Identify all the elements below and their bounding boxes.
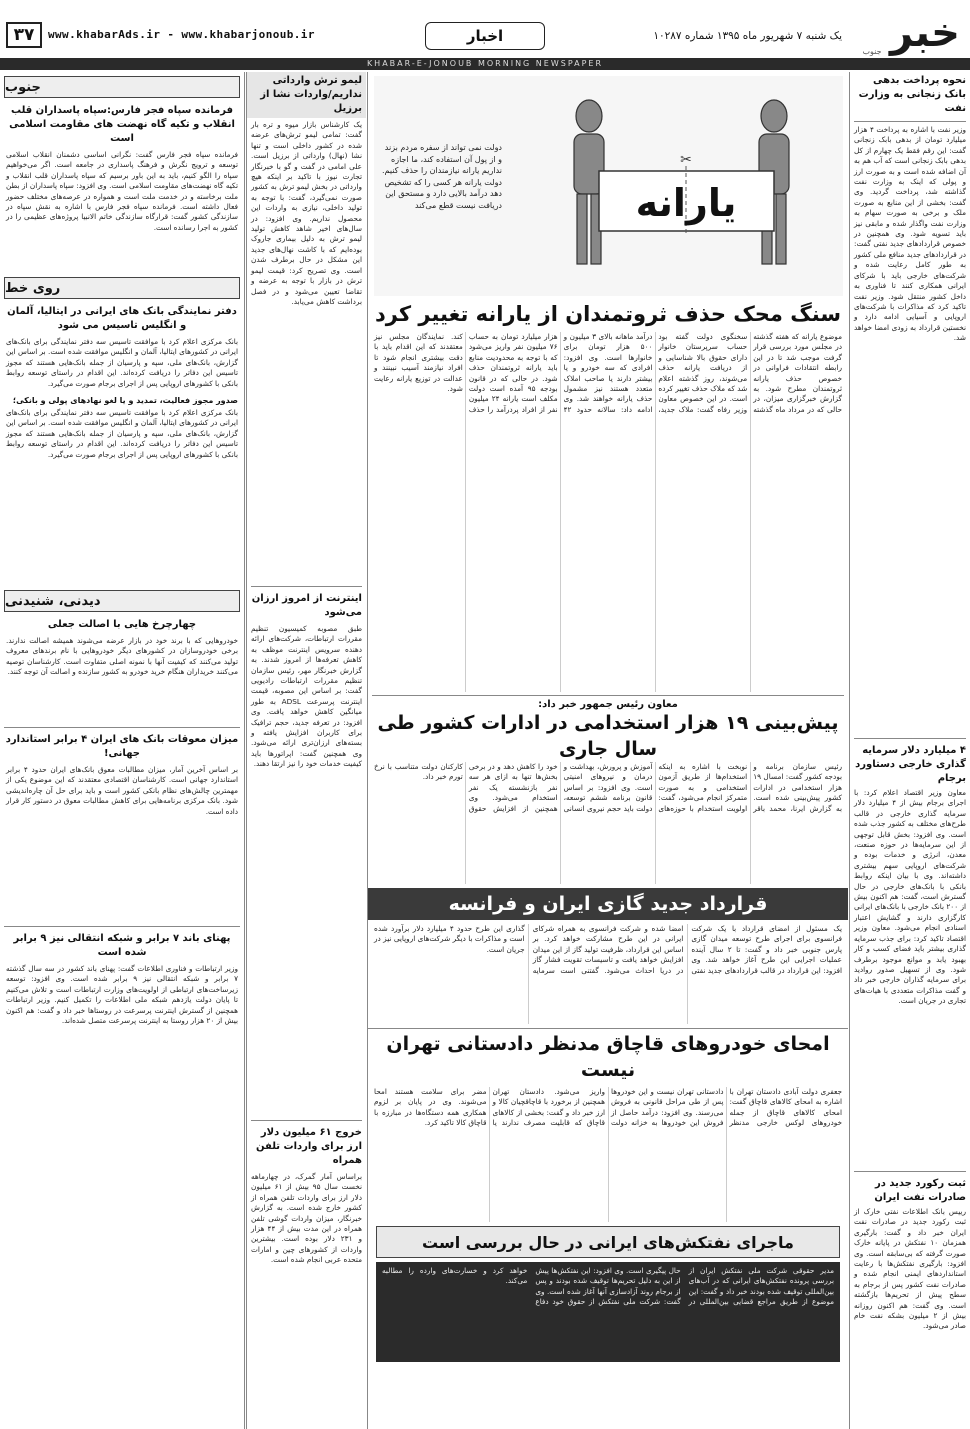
headline-employment: پیش‌بینی ۱۹ هزار استخدامی در ادارات کشور طی سال جاری: [377, 712, 839, 760]
left-column: [0, 72, 245, 1429]
divider: [854, 1171, 966, 1172]
article-smuggled-cars: جعفری دولت آبادی دادستان تهران با اشاره به امحای کالاهای قاچاق گفت: امحای کالاهای قاچاق از جمله خودروهای لوکس خارجی مدنظر دادستانی تهران نیست و این خودروها پس از طی مراحل قانونی به فروش می‌رسند. وی افزود: درآمد حاصل از فروش این خودروها به خزانه دولت واریز می‌شود. دادستان تهران همچنین از برخورد با قاچاقچیان کالا و ارز خبر داد و گفت: بخشی از کالاهای قاچاق که قابلیت مصرف ندارند یا مضر برای سلامت هستند امحا می‌شوند. وی در پایان بر لزوم همکاری همه دستگاه‌ها در مبارزه با قاچاق کالا تاکید کرد.: [374, 1087, 842, 1128]
left-headline-3c: پهنای باند ۷ برابر و شبکه انتقالی نیز ۹ برابر شده است: [13, 933, 231, 958]
left-headline-3a: چهارچرخ هایی با اصالت جعلی: [47, 619, 197, 630]
divider: [372, 695, 844, 696]
article-gas-contract: یک مسئول از امضای قرارداد با یک شرکت فرانسوی برای اجرای طرح توسعه میدان گازی پارس جنوبی خبر داد و گفت: تا ۲ سال آینده عملیات اجرایی این طرح آغاز خواهد شد. وی افزود: این قرارداد در قالب قراردادهای جدید نفتی امضا شده و شرکت فرانسوی به همراه شرکای ایرانی در این طرح مشارکت خواهد کرد. بر اساس این قرارداد، ظرفیت تولید گاز از این میدان افزایش خواهد یافت و تاسیسات تقویت فشار گاز در دریا احداث می‌شود. گفتنی است سرمایه گذاری این طرح حدود ۴ میلیارد دلار برآورد شده است و مذاکرات با دیگر شرکت‌های اروپایی نیز در جریان است.: [374, 924, 842, 975]
section-tag-online: روی خط: [4, 277, 240, 299]
mid-body-2: طبق مصوبه کمیسیون تنظیم مقررات ارتباطات، شرکت‌های ارائه دهنده سرویس اینترنت موظف به کاهش تعرفه‌ها از امروز شدند. به گزارش خبرنگار مهر، رئیس سازمان تنظیم مقررات ارتباطات رادیویی گفت: بر اساس این مصوبه، قیمت اینترنت پرسرعت ADSL به طور میانگین کاهش خواهد یافت. وی افزود: در تعرفه جدید، حجم ترافیک برای کاربران افزایش یافته و بسته‌های ارزان‌تری ارائه می‌شود. وی همچنین گفت: اپراتورها باید کیفیت خدمات خود را نیز ارتقا دهند.: [251, 624, 362, 769]
logo-text: خبر: [889, 10, 960, 56]
left-body-1: فرمانده سپاه فجر فارس گفت: نگرانی اساسی دشمنان انقلاب اسلامی توسعه و ترویج نگرش و فرهنگ پاسداری در جامعه است. اگر می‌خواهیم سپاه را الگو کنیم، باید به این باور برسیم که سپاه پاسداران قلب انقلاب و تکیه گاه نهضت‌های مقاومت اسلامی است. وی افزود: سپاه پاسداران از بطن ملت برخاسته و در خدمت ملت است و همواره در عرصه‌های مختلف حضور فعال داشته است. فرمانده سپاه فجر فارس با اشاره به نقش سپاه در سازندگی کشور گفت: قرارگاه سازندگی خاتم الانبیا پروژه‌های عظیمی را در کشور به اجرا رسانده است.: [6, 150, 238, 232]
right-headline-1: نحوه پرداخت بدهی بانک زنجانی به وزارت نفت: [858, 75, 966, 114]
left-body-3a: خودروهایی که با برند خود در بازار عرضه می‌شوند همیشه اصالت ندارند. برخی خودروسازان در کشورهای دیگر خودروهایی با نام برندهای معروف تولید می‌کنند که کیفیت آنها با نمونه اصلی متفاوت است. کارشناسان توصیه می‌کنند خریداران هنگام خرید خودرو به کشور سازنده و اصالت آن توجه کنند.: [6, 636, 238, 677]
article-tankers: مدیر حقوقی شرکت ملی نفتکش ایران از بررسی پرونده نفتکش‌های ایرانی که در آب‌های بین‌المللی توقیف شده بودند خبر داد و گفت: این موضوع از طریق مراجع قضایی بین‌المللی در حال پیگیری است. وی افزود: این نفتکش‌ها پیش از این به دلیل تحریم‌ها توقیف شده بودند و پس از برجام روند آزادسازی آنها آغاز شده است. وی گفت: شرکت ملی نفتکش از حقوق خود دفاع خواهد کرد و خسارت‌های وارده را مطالبه می‌کند.: [382, 1266, 834, 1307]
section-tag-south: جنوب: [4, 76, 240, 98]
headline-smuggled-cars: امحای خودروهای قاچاق مدنظر دادستانی تهران نیست: [368, 1028, 848, 1083]
left-subhead-2: صدور مجوز فعالیت، تمدید و یا لغو نهادهای پولی و بانکی؛: [12, 396, 238, 405]
sign-word: یارانه: [635, 181, 737, 225]
mid-headline-3: خروج ۶۱ میلیون دلار ارز برای واردات تلفن همراه: [256, 1127, 362, 1166]
page-number: ۳۷: [6, 22, 42, 48]
center-block: [367, 72, 848, 1429]
divider: [854, 121, 966, 122]
right-body-3: رییس بانک اطلاعات نفتی خارک از ثبت رکورد جدید در صادرات نفت ایران خبر داد و گفت: بارگیری همزمان ۱۰ نفتکش در پایانه خارک صورت گرفته که بی‌سابقه است. وی افزود: بارگیری نفتکش‌ها با رعایت استانداردهای ایمنی انجام شده و صادرات نفت کشور پس از برجام به سطح پیش از تحریم‌ها بازگشته است. وی گفت: هم اکنون روزانه بیش از ۲ میلیون بشکه نفت خام صادر می‌شود.: [854, 1207, 966, 1331]
headline-tankers: ماجرای نفتکش‌های ایرانی در حال بررسی است: [376, 1226, 840, 1258]
tankers-box: [376, 1262, 840, 1362]
left-body-3c: وزیر ارتباطات و فناوری اطلاعات گفت: پهنای باند کشور در سه سال گذشته ۷ برابر و شبکه انتقالی نیز ۹ برابر شده است. وی افزود: توسعه زیرساخت‌های ارتباطی از اولویت‌های وزارت ارتباطات است و تلاش می‌کنیم تا پایان دولت یازدهم شبکه ملی اطلاعات را تکمیل کنیم. وزیر ارتباطات همچنین از گسترش اینترنت پرسرعت در روستاها خبر داد و گفت: هم اکنون بیش از ۲۰ هزار روستا به اینترنت پرسرعت متصل شده‌اند.: [6, 964, 239, 1026]
left-headline-3b: میزان معوقات بانک های ایران ۴ برابر استاندارد جهانی!: [5, 734, 239, 759]
mid-body-1: یک کارشناس بازار میوه و تره بار گفت: تمامی لیمو ترش‌های عرضه شده در کشور داخلی است و تنها نشا (نهال) وارداتی از برزیل است. علی امامی در گفت و گو با خبرنگار تجارت نیوز با تاکید بر اینکه هیچ وارداتی در بخش لیمو ترش به کشور صورت نمی‌گیرد، گفت: با توجه به تولید داخلی، نیازی به واردات این محصول نداریم. وی افزود: در سال‌های اخیر شاهد کاهش تولید لیمو ترش به دلیل بیماری جاروک بوده‌ایم که با کاشت نهال‌های جدید این مشکل در حال برطرف شدن است. وی تصریح کرد: قیمت لیمو ترش در بازار با توجه به عرضه و تقاضا تعیین می‌شود و در فصل برداشت کاهش می‌یابد.: [251, 120, 362, 306]
right-headline-2: ۴ میلیارد دلار سرمایه گذاری خارجی دستاورد برجام: [855, 745, 966, 784]
article-subsidy: موضوع یارانه که هفته گذشته در مجلس مورد بررسی قرار گرفت موجب شد تا در این رابطه انتقادات فراوانی در خصوص حذف یارانه ثروتمندان مطرح شود. به گزارش خبرگزاری میزان، در حالی که در مرداد ماه گذشته سخنگوی دولت گفته بود حساب سرپرستان خانوار دارای حقوق بالا شناسایی و از دریافت یارانه حذف می‌شوند، روز گذشته اعلام شد که ملاک حذف تغییر کرده است. در این خصوص معاون وزیر رفاه گفت: ملاک جدید، درآمد ماهانه بالای ۳ میلیون و ۵۰۰ هزار تومان برای خانوارها است. وی افزود: افرادی که سه خودرو و یا بیشتر دارند یا صاحب املاک متعدد هستند نیز مشمول حذف یارانه خواهند شد. وی ادامه داد: سالانه حدود ۴۲ هزار میلیارد تومان به حساب ۷۶ میلیون نفر واریز می‌شود که با توجه به محدودیت منابع باید یارانه ثروتمندان حذف شود. در حالی که در قانون بودجه ۹۵ آمده است دولت مکلف است یارانه ۲۴ میلیون نفر از افراد پردرآمد را حذف کند. نمایندگان مجلس نیز معتقدند که این اقدام باید با دقت بیشتری انجام شود تا افراد نیازمند آسیب نبینند و عدالت در توزیع یارانه رعایت شود.: [374, 332, 842, 414]
scissors-icon: ✂: [680, 152, 692, 168]
illustration-caption: دولت نمی تواند از سفره مردم بزند و از پول آن استفاده کند، ما اجازه نداریم یارانه نیازمندان را حذف کنیم. دولت یارانه هر کسی را که تشخیص دهد درآمد بالایی دارد و مستحق این دریافت نیست قطع می‌کند: [381, 143, 502, 210]
section-title: اخبار: [425, 22, 545, 50]
right-body-2: معاون وزیر اقتصاد اعلام کرد: با اجرای برجام بیش از ۴ میلیارد دلار سرمایه گذاری خارجی در قالب طرح‌های مختلف به کشور جذب شده است. وی افزود: بخش قابل توجهی از این سرمایه‌ها در حوزه صنعت، معدن، انرژی و خدمات بوده و شرکت‌های اروپایی سهم بیشتری داشته‌اند. وی با بیان اینکه روابط بانکی با بانک‌های خارجی در حال گسترش است، گفت: هم اکنون بیش از ۲۰۰ بانک خارجی با بانک‌های ایرانی کارگزاری دارند و گشایش اعتبار اسنادی انجام می‌شود. معاون وزیر اقتصاد تاکید کرد: برای جذب سرمایه گذاری بیشتر باید فضای کسب و کار بهبود یابد و موانع موجود برطرف شود. وی از تسهیل صدور روادید برای سرمایه گذاران خارجی خبر داد و گفت مذاکرات متعددی با هیات‌های تجاری در جریان است.: [854, 788, 966, 1006]
right-headline-3: ثبت رکورد جدید در صادرات نفت ایران: [874, 1178, 966, 1203]
right-column: [849, 72, 970, 1429]
divider: [4, 926, 240, 927]
middle-column: [246, 72, 366, 1429]
right-body-1: وزیر نفت با اشاره به پرداخت ۴ هزار میلیارد تومان از بدهی بابک زنجانی گفت: این رقم فقط یک چهارم از کل بدهی بابک زنجانی است که آب هم به آن اضافه شده است و به صورت ارز و پولی که اینک به وزارت نفت گذاشته شد، پرداخت گردید. وی گفت: بخشی از این منابع به صورت ملک و برخی به صورت سهام به وزارت نفت واگذار شده و مابقی نیز باید تسویه شود. وی همچنین در خصوص قراردادهای جدید نفتی گفت: در قراردادهای جدید منافع ملی کشور به طور کامل رعایت شده و شرکت‌های خارجی باید با شرکای ایرانی همکاری کنند تا فناوری به داخل کشور منتقل شود. وزیر نفت تاکید کرد که مذاکرات با شرکت‌های اروپایی و آسیایی ادامه دارد و نخستین قرارداد به زودی امضا خواهد شد.: [854, 125, 967, 343]
mid-headline-2: اینترنت از امروز ارزان می‌شود: [251, 593, 362, 618]
left-body-3b: بر اساس آخرین آمار، میزان مطالبات معوق بانک‌های ایران حدود ۴ برابر استاندارد جهانی است. کارشناسان اقتصادی معتقدند که این موضوع یکی از مهمترین چالش‌های نظام بانکی کشور است و باید برای حل آن چاره‌اندیشی شود. بانک مرکزی برنامه‌هایی برای کاهش مطالبات معوق در دستور کار قرار داده است.: [6, 765, 238, 816]
logo-subtext: جنوب: [862, 47, 882, 56]
divider: [4, 727, 240, 728]
kicker-employment: معاون رئیس جمهور خبر داد:: [538, 699, 678, 710]
divider: [251, 1120, 362, 1121]
masthead: [0, 0, 970, 58]
newspaper-logo: [846, 2, 964, 58]
divider: [251, 586, 362, 587]
article-employment: رئیس سازمان برنامه و بودجه کشور گفت: امسال ۱۹ هزار استخدامی در ادارات کشور پیش‌بینی شده است. به گزارش ایرنا، محمد باقر نوبخت با اشاره به اینکه استخدام‌ها از طریق آزمون استخدامی و به صورت متمرکز انجام می‌شود، گفت: اولویت استخدام با حوزه‌های آموزش و پرورش، بهداشت و درمان و نیروهای امنیتی است. وی افزود: بر اساس قانون برنامه ششم توسعه، دولت باید حجم نیروی انسانی خود را کاهش دهد و در برخی بخش‌ها تنها به ازای هر سه نفر بازنشسته یک نفر استخدام می‌شود. وی همچنین از افزایش حقوق کارکنان دولت متناسب با نرخ تورم خبر داد.: [374, 762, 842, 813]
website-urls: www.khabarAds.ir - www.khabarjonoub.ir: [48, 28, 315, 41]
left-headline-2: دفتر نمایندگی بانک های ایرانی در ایتالیا، آلمان و انگلیس تاسیس می شود: [7, 306, 237, 331]
mid-body-3: براساس آمار گمرک، در چهارماهه نخست سال ۹۵ بیش از ۶۱ میلیون دلار ارز برای واردات تلفن همراه از کشور خارج شده است. به گزارش خبرنگار، میزان واردات گوشی تلفن همراه در این مدت بیش از ۴۴ هزار و ۲۳۱ دلار بوده است. بیشترین واردات از کشورهای چین و امارات متحده عربی انجام شده است.: [251, 1172, 362, 1265]
divider: [854, 738, 966, 739]
section-tag-seen-heard: دیدنی، شنیدنی: [4, 590, 240, 612]
banner-gas-contract: قرارداد جدید گازی ایران و فرانسه: [368, 888, 848, 920]
left-body-2: بانک مرکزی اعلام کرد با موافقت تاسیس سه دفتر نمایندگی برای بانک‌های ایرانی در کشورهای ایتالیا، آلمان و انگلیس موافقت شده است. بر اساس این گزارش، بانک‌های ملی، سپه و پارسیان از جمله بانک‌هایی هستند که مجوز تاسیس این دفاتر را دریافت کرده‌اند. این اقدام در راستای توسعه روابط بانکی با کشورهای اروپایی پس از اجرای برجام صورت می‌گیرد.: [6, 337, 238, 388]
headline-subsidy: سنگ محک حذف ثروتمندان از یارانه تغییر کرد: [375, 302, 841, 326]
left-headline-1: فرمانده سپاه فجر فارس:سپاه پاسداران قلب انقلاب و تکیه گاه نهضت های مقاومت اسلامی است: [9, 105, 235, 144]
mid-headline-1: لیمو ترش وارداتی نداریم/واردات نشا از برزیل: [247, 72, 366, 118]
masthead-strip: KHABAR-E-JONOUB MORNING NEWSPAPER: [0, 58, 970, 70]
left-body-2b: بانک مرکزی اعلام کرد با موافقت تاسیس سه دفتر نمایندگی برای بانک‌های ایرانی در کشورهای ایتالیا، آلمان و انگلیس موافقت شده است. بر اساس این گزارش، بانک‌های ملی، سپه و پارسیان از جمله بانک‌هایی هستند که مجوز تاسیس این دفاتر را دریافت کرده‌اند. این اقدام در راستای توسعه روابط بانکی با کشورهای اروپایی پس از اجرای برجام صورت می‌گیرد.: [6, 408, 238, 459]
subsidy-illustration: [374, 76, 842, 296]
issue-date: یک شنبه ۷ شهریور ماه ۱۳۹۵ شماره ۱۰۲۸۷: [653, 30, 842, 42]
